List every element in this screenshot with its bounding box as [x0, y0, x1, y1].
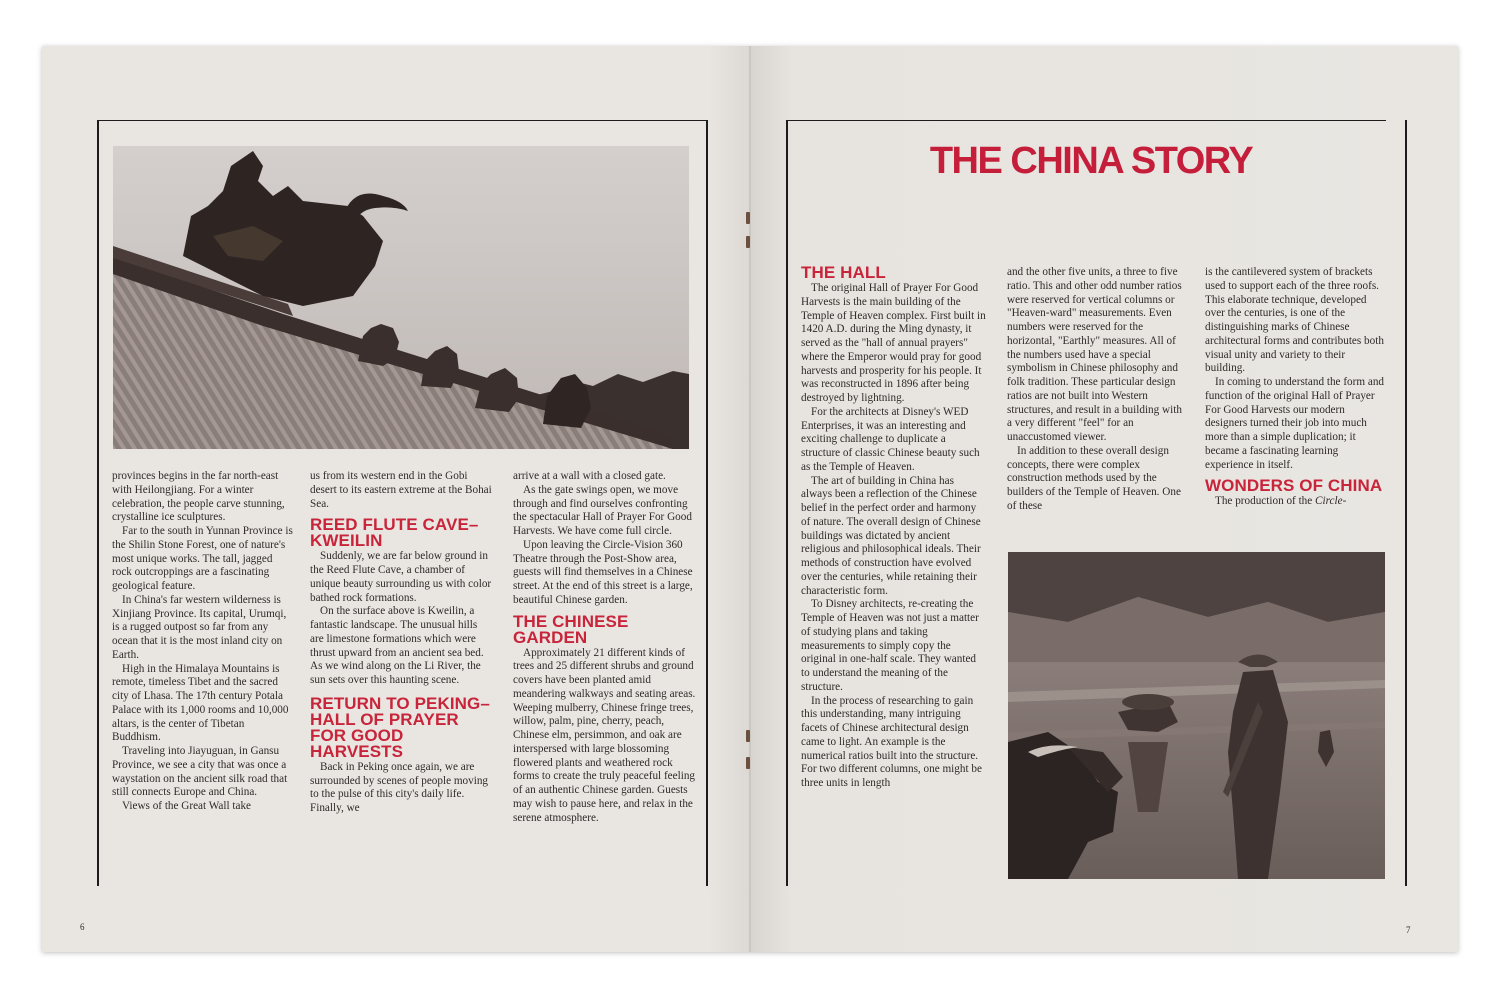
paragraph: In coming to understand the form and function of the original Hall of Prayer For Good Harvests our modern designers turned their job into much more than a simple duplication; it became a fascinating learning experience in itself. [1205, 376, 1385, 471]
paragraph: High in the Himalaya Mountains is remote, timeless Tibet and the sacred city of Lhasa. The 17th century Potala Palace with its 1,000 rooms and 10,000 altars, is the center of Tibetan Buddhism. [112, 662, 289, 744]
page-number: 6 [80, 922, 85, 932]
section-heading: RETURN TO PEKING–HALL OF PRAYER FOR GOOD HARVESTS [310, 693, 490, 761]
right-column-3 [1205, 266, 1387, 509]
right-border-rule-left-page [706, 120, 708, 886]
right-column-1 [801, 263, 987, 791]
left-border-rule [97, 120, 99, 886]
paragraph: is the cantilevered system of brackets used to support each of the three roofs. This elaborate technique, developed over the centuries, is one of the distinguishing marks of Chinese architectural forms and contributes both visual unity and variety to their building. [1205, 266, 1384, 375]
paragraph: Approximately 21 different kinds of trees and 25 different shrubs and ground covers have been planted amid meandering walkways and seating areas. Weeping mulberry, Chinese fringe trees, willow, palm, pine, cherry, peach, Chinese elm, persimmon, and oak are interspersed with large blossoming flowered plants and weathered rock forms to create the truly peaceful feeling of an authentic Chinese garden. Guests may wish to pause here, and relax in the serene atmosphere. [513, 646, 696, 824]
paragraph [1205, 495, 1387, 509]
roof-guardian-photo [113, 146, 689, 449]
paragraph-text: The production of the [1215, 495, 1313, 508]
paragraph: To Disney architects, re-creating the Temple of Heaven was not just a matter of studying plans and taking measurements to simply copy the original in one-half scale. They wanted to understand the meaning of the structure. [801, 598, 979, 693]
paragraph: In the process of researching to gain this understanding, many intriguing facets of Chinese architectural design came to light. An example is the numerical ratios built into the structure. For two different columns, one might be three units in length [801, 694, 982, 789]
paragraph: Back in Peking once again, we are surrounded by scenes of people moving to the pulse of this city's daily life. Finally, we [310, 760, 489, 814]
paragraph: Far to the south in Yunnan Province is the Shilin Stone Forest, one of nature's most unique works. The tall, jagged rock outcroppings are a fascinating geological feature. [112, 525, 293, 592]
top-rule-right [786, 120, 1386, 121]
top-rule-left [97, 120, 707, 121]
paragraph: The original Hall of Prayer For Good Harvests is the main building of the Temple of Heaven complex. First built in 1420 A.D. during the Ming dynasty, it served as the "hall of annual prayers" where the Emperor would pray for good harvests and prosperity for his people. It was reconstructed in 1896 after being destroyed by lightning. [801, 282, 986, 404]
paragraph: Views of the Great Wall take [122, 800, 252, 812]
staple [746, 757, 750, 769]
page-title: THE CHINA STORY [929, 140, 1253, 182]
page-number: 7 [1406, 925, 1411, 935]
right-border-rule [1405, 120, 1407, 886]
right-column-2 [1007, 266, 1189, 514]
paragraph: In China's far western wilderness is Xinjiang Province. Its capital, Urumqi, is a rugged outpost so far from any ocean that it is the most inland city on Earth. [112, 593, 287, 661]
staple [746, 730, 750, 742]
paragraph-italic-text: Circle- [1315, 495, 1347, 508]
section-heading: THE HALL [801, 263, 886, 282]
paragraph: On the surface above is Kweilin, a fantastic landscape. The unusual hills are limestone formations which were thrust upward from an ancient sea bed. As we wind along on the Li River, the sun sets over this haunting scene. [310, 605, 484, 686]
left-column-3 [513, 470, 699, 825]
paragraph: Upon leaving the Circle-Vision 360 Theatre through the Post-Show area, guests will find themselves in a Chinese street. At the end of this street is a large, beautiful Chinese garden. [513, 538, 693, 606]
spine-gutter [749, 46, 751, 952]
paragraph: In addition to these overall design concepts, there were complex construction methods used by the builders of the Temple of Heaven. One of these [1007, 444, 1181, 512]
staple [746, 212, 750, 224]
paragraph: Suddenly, we are far below ground in the Reed Flute Cave, a chamber of unique beauty surrounding us with color bathed rock formations. [310, 550, 492, 604]
paragraph: provinces begins in the far north-east with Heilongjiang. For a winter celebration, the people carve stunning, crystalline ice sculptures. [112, 470, 285, 524]
section-heading: REED FLUTE CAVE–KWEILIN [310, 515, 479, 551]
left-border-rule-right-page [786, 120, 788, 886]
paragraph: As the gate swings open, we move through and find ourselves confronting the spectacular Hall of Prayer For Good Harvests. We have come full circle. [513, 483, 692, 537]
farmer-buffalo-photo [1008, 552, 1385, 879]
paragraph: The art of building in China has always been a reflection of the Chinese belief in the perfect order and harmony of nature. The overall design of Chinese buildings was dictated by ancient religious and philosophical ideals. Their methods of construction have evolved over the centuries, while retaining their characteristic form. [801, 474, 981, 597]
section-heading: THE CHINESE GARDEN [513, 611, 629, 647]
section-heading: WONDERS OF CHINA [1205, 476, 1383, 496]
paragraph: arrive at a wall with a closed gate. [513, 470, 666, 482]
staple [746, 236, 750, 248]
paragraph: Traveling into Jiayuguan, in Gansu Province, we see a city that was once a waystation on the ancient silk road that still connects Europe and China. [112, 745, 288, 799]
left-column-2 [310, 470, 492, 816]
paragraph: For the architects at Disney's WED Enterprises, it was an interesting and exciting challenge to duplicate a structure of classic Chinese beauty such as the Temple of Heaven. [801, 405, 980, 473]
left-column-1 [112, 470, 294, 814]
paragraph: and the other five units, a three to five ratio. This and other odd number ratios were reserved for vertical columns or "Heaven-ward" measurements. Even numbers were reserved for the horizontal, "Earthly" measures. All of the numbers used have a special symbolism in Chinese philosophy and folk tradition. These particular design ratios are not built into Western structures, and result in a building with a very different "feel" for an unaccustomed viewer. [1007, 266, 1182, 443]
paragraph: us from its western end in the Gobi desert to its eastern extreme at the Bohai Sea. [310, 470, 492, 510]
